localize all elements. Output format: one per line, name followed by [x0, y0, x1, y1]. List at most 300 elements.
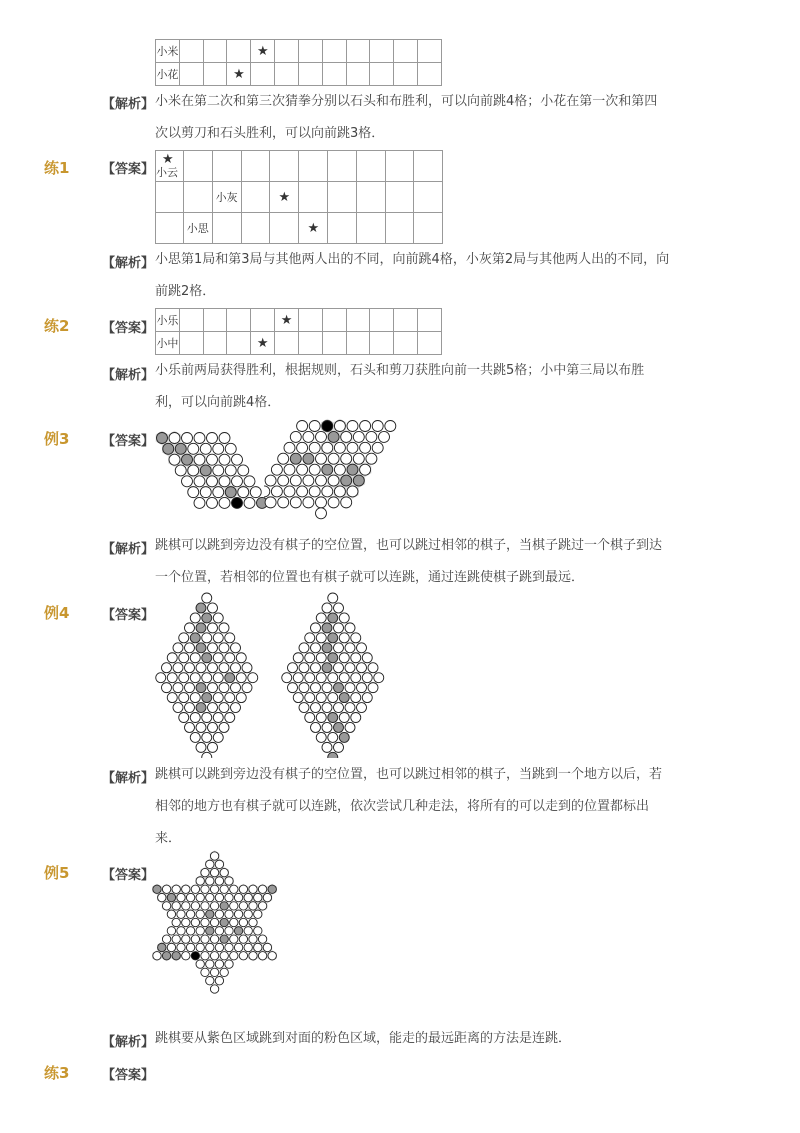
lian1-cell [183, 151, 212, 182]
board-hole [249, 918, 257, 926]
board-hole [219, 623, 229, 633]
board-hole [254, 943, 262, 951]
board-hole [311, 643, 321, 653]
board-hole [368, 663, 378, 673]
lian1-cell [156, 213, 184, 244]
board-grey-piece [334, 722, 344, 732]
board-hole [220, 968, 228, 976]
board-hole [232, 476, 243, 487]
lian1-cell [156, 182, 184, 213]
board-hole [208, 703, 218, 713]
board-hole [213, 653, 223, 663]
board-hole [238, 465, 249, 476]
board-grey-piece [353, 475, 364, 486]
board-hole [182, 433, 193, 444]
board-hole [254, 893, 262, 901]
board-hole [334, 486, 345, 497]
board-hole [328, 673, 338, 683]
section-lian3: 练3 [44, 1064, 70, 1082]
board-hole [297, 464, 308, 475]
board-hole [334, 421, 345, 432]
board-hole [345, 722, 355, 732]
board-hole [172, 885, 180, 893]
board-grey-piece [322, 623, 332, 633]
board-hole [190, 613, 200, 623]
board-hole [258, 935, 266, 943]
board-hole [185, 663, 195, 673]
board-hole [264, 486, 270, 497]
analysis-label-li5: 【解析】 [102, 1035, 155, 1050]
board-hole [225, 893, 233, 901]
analysis-label-lian1: 【解析】 [102, 256, 155, 271]
board-hole [196, 877, 204, 885]
board-hole [357, 703, 367, 713]
board-hole [239, 885, 247, 893]
board-hole [213, 613, 223, 623]
board-grey-piece [322, 643, 332, 653]
board-hole [190, 732, 200, 742]
top-cell [179, 63, 203, 86]
board-hole [177, 943, 185, 951]
board-hole [360, 464, 371, 475]
board-hole [322, 442, 333, 453]
board-hole [153, 952, 161, 960]
board-grey-piece [167, 893, 175, 901]
board-hole [372, 442, 383, 453]
analysis-text-lian1 [155, 244, 715, 308]
board-hole [208, 623, 218, 633]
analysis-lian1-line1: 小思第1局和第3局与其他两人出的不同，向前跳4格，小灰第2局与其他两人出的不同，向 [155, 252, 670, 267]
board-hole [215, 927, 223, 935]
board-hole [186, 893, 194, 901]
board-hole [328, 732, 338, 742]
top-cell [322, 63, 346, 86]
board-hole [191, 885, 199, 893]
board-hole [185, 703, 195, 713]
board-hole [297, 442, 308, 453]
board-hole [379, 431, 390, 442]
board-grey-piece [328, 752, 338, 758]
board-hole [345, 663, 355, 673]
board-grey-piece [328, 653, 338, 663]
board-hole [188, 487, 199, 498]
board-grey-piece [328, 713, 338, 723]
lian2-cell [322, 332, 346, 355]
top-cell [203, 40, 227, 63]
top-star-cell: ★ [251, 40, 275, 63]
lian2-cell [227, 332, 251, 355]
board-hole [208, 643, 218, 653]
lian1-cell [356, 182, 385, 213]
li4-board-left [152, 592, 268, 758]
board-hole [215, 943, 223, 951]
board-hole [219, 683, 229, 693]
board-hole [231, 663, 241, 673]
board-hole [191, 918, 199, 926]
li3-board-right [264, 416, 436, 532]
board-hole [182, 952, 190, 960]
lian1-cell [212, 151, 241, 182]
lian1-cell [156, 151, 184, 182]
board-hole [220, 885, 228, 893]
board-hole [250, 487, 261, 498]
board-hole [236, 693, 246, 703]
board-hole [173, 683, 183, 693]
board-grey-piece [206, 927, 214, 935]
top-cell [346, 63, 370, 86]
board-hole [225, 877, 233, 885]
lian1-cell [356, 213, 385, 244]
board-hole [219, 433, 230, 444]
board-hole [173, 663, 183, 673]
board-hole [309, 442, 320, 453]
board-hole [207, 476, 218, 487]
lian2-cell [394, 309, 418, 332]
board-hole [385, 421, 396, 432]
lian1-star-cell: ★ [299, 213, 328, 244]
board-hole [182, 902, 190, 910]
board-hole [196, 927, 204, 935]
board-hole [207, 454, 218, 465]
board-hole [190, 713, 200, 723]
top-cell [203, 63, 227, 86]
board-grey-piece [157, 433, 168, 444]
board-hole [303, 431, 314, 442]
board-hole [182, 476, 193, 487]
board-hole [263, 943, 271, 951]
board-hole [234, 943, 242, 951]
lian2-cell [299, 309, 323, 332]
board-hole [213, 673, 223, 683]
board-hole [231, 703, 241, 713]
board-hole [206, 960, 214, 968]
board-hole [249, 885, 257, 893]
top-cell [299, 63, 323, 86]
analysis-text-li3 [155, 530, 715, 594]
board-hole [213, 713, 223, 723]
board-hole [345, 703, 355, 713]
board-hole [293, 653, 303, 663]
top-cell [346, 40, 370, 63]
lian1-cell [299, 151, 328, 182]
board-hole [201, 968, 209, 976]
board-hole [366, 431, 377, 442]
board-grey-piece [196, 643, 206, 653]
board-hole [208, 663, 218, 673]
board-hole [316, 633, 326, 643]
lian1-row [156, 151, 443, 182]
board-hole [213, 732, 223, 742]
analysis-li3-line2: 一个位置，若相邻的位置也有棋子就可以连跳，通过连跳使棋子跳到最远． [155, 570, 585, 585]
board-hole [322, 703, 332, 713]
lian1-cell [328, 213, 357, 244]
board-hole [244, 910, 252, 918]
top-cell [227, 40, 251, 63]
board-hole [213, 443, 224, 454]
lian1-row [156, 213, 443, 244]
board-hole [351, 633, 361, 643]
board-hole [360, 421, 371, 432]
lian2-name-cell: 小中 [156, 332, 180, 355]
board-hole [311, 683, 321, 693]
section-li4: 例4 [44, 604, 70, 622]
analysis-label-li3: 【解析】 [102, 542, 155, 557]
board-hole [341, 431, 352, 442]
lian2-cell [179, 332, 203, 355]
board-hole [167, 653, 177, 663]
board-hole [202, 633, 212, 643]
board-hole [288, 683, 298, 693]
analysis-label-lian2: 【解析】 [102, 368, 155, 383]
board-hole [290, 497, 301, 508]
board-hole [186, 943, 194, 951]
analysis-1-line2: 次以剪刀和石头胜利，可以向前跳3格． [155, 126, 385, 141]
lian2-star-cell: ★ [275, 309, 299, 332]
board-hole [167, 927, 175, 935]
analysis-li4-line2: 相邻的地方也有棋子就可以连跳，依次尝试几种走法，将所有的可以走到的位置都标出 [155, 799, 650, 814]
board-hole [339, 613, 349, 623]
board-hole [316, 693, 326, 703]
board-hole [236, 653, 246, 663]
lian2-row [156, 332, 442, 355]
lian1-cell [356, 151, 385, 182]
board-hole [162, 935, 170, 943]
board-hole [347, 486, 358, 497]
board-hole [249, 902, 257, 910]
board-hole [316, 613, 326, 623]
board-hole [200, 487, 211, 498]
board-grey-piece [290, 453, 301, 464]
board-hole [357, 663, 367, 673]
lian1-name-cell: 小思 [183, 213, 212, 244]
board-hole [299, 683, 309, 693]
board-hole [244, 943, 252, 951]
lian1-cell [385, 213, 414, 244]
board-hole [194, 497, 205, 508]
board-hole [202, 752, 212, 758]
board-hole [210, 902, 218, 910]
section-li3: 例3 [44, 430, 70, 448]
board-hole [309, 421, 320, 432]
lian1-cell [270, 151, 299, 182]
board-hole [366, 453, 377, 464]
lian2-row [156, 309, 442, 332]
board-grey-piece [322, 464, 333, 475]
board-hole [271, 486, 282, 497]
analysis-text-1 [155, 86, 715, 150]
board-hole [196, 893, 204, 901]
board-hole [316, 508, 327, 519]
top-cell [251, 63, 275, 86]
board-hole [316, 497, 327, 508]
board-hole [231, 683, 241, 693]
board-hole [215, 877, 223, 885]
lian2-cell [179, 309, 203, 332]
board-hole [207, 497, 218, 508]
board-hole [210, 968, 218, 976]
board-grey-piece [322, 663, 332, 673]
board-grey-piece [163, 443, 174, 454]
board-hole [206, 860, 214, 868]
board-hole [258, 902, 266, 910]
board-hole [353, 453, 364, 464]
board-hole [225, 960, 233, 968]
board-hole [210, 852, 218, 860]
board-grey-piece [334, 683, 344, 693]
section-li5: 例5 [44, 864, 70, 882]
lian1-cell [385, 182, 414, 213]
board-hole [254, 927, 262, 935]
board-hole [339, 633, 349, 643]
board-hole [208, 722, 218, 732]
board-hole [201, 935, 209, 943]
lian1-cell [328, 182, 357, 213]
board-hole [215, 977, 223, 985]
board-hole [265, 475, 276, 486]
board-hole [293, 693, 303, 703]
board-hole [167, 943, 175, 951]
board-hole [194, 476, 205, 487]
board-hole [179, 633, 189, 643]
board-grey-piece [196, 683, 206, 693]
board-hole [278, 453, 289, 464]
board-hole [305, 693, 315, 703]
board-hole [158, 893, 166, 901]
board-hole [225, 713, 235, 723]
board-hole [219, 476, 230, 487]
board-hole [213, 487, 224, 498]
board-grey-piece [225, 673, 235, 683]
top-cell [275, 40, 299, 63]
board-hole [230, 952, 238, 960]
answer-label-lian3: 【答案】 [102, 1068, 155, 1083]
lian1-star-cell: ★ [270, 182, 299, 213]
board-hole [175, 465, 186, 476]
board-hole [239, 902, 247, 910]
board-hole [339, 713, 349, 723]
lian2-cell [394, 332, 418, 355]
board-hole [186, 927, 194, 935]
board-hole [177, 910, 185, 918]
board-hole [196, 722, 206, 732]
lian1-cell [328, 151, 357, 182]
analysis-text-li5 [155, 1023, 715, 1055]
board-grey-piece [328, 633, 338, 643]
top-name-cell: 小花 [156, 63, 180, 86]
board-hole [353, 431, 364, 442]
board-grey-piece [153, 885, 161, 893]
board-hole [271, 464, 282, 475]
board-hole [213, 693, 223, 703]
board-hole [194, 433, 205, 444]
board-hole [322, 683, 332, 693]
board-hole [208, 742, 218, 752]
lian2-cell [370, 332, 394, 355]
board-hole [254, 910, 262, 918]
board-hole [299, 703, 309, 713]
answer-label-li5: 【答案】 [102, 868, 155, 883]
board-hole [234, 893, 242, 901]
board-grey-piece [182, 454, 193, 465]
board-grey-piece [268, 885, 276, 893]
board-hole [238, 487, 249, 498]
board-hole [244, 927, 252, 935]
board-hole [347, 421, 358, 432]
lian1-cell [414, 182, 443, 213]
analysis-label-1: 【解析】 [102, 97, 155, 112]
board-hole [244, 476, 255, 487]
lian1-name: 小云 [156, 166, 178, 179]
analysis-text-li4 [155, 759, 715, 855]
board-hole [206, 893, 214, 901]
board-hole [303, 475, 314, 486]
board-hole [190, 693, 200, 703]
board-hole [179, 693, 189, 703]
lian1-cell [183, 182, 212, 213]
board-hole [179, 713, 189, 723]
board-grey-piece [328, 613, 338, 623]
board-hole [309, 464, 320, 475]
board-hole [201, 902, 209, 910]
analysis-li5-line1: 跳棋要从紫色区域跳到对面的粉色区域，能走的最远距离的方法是连跳． [155, 1031, 572, 1046]
board-hole [196, 960, 204, 968]
board-hole [334, 623, 344, 633]
board-hole [357, 683, 367, 693]
board-hole [215, 860, 223, 868]
board-hole [284, 486, 295, 497]
board-hole [311, 703, 321, 713]
lian2-cell [227, 309, 251, 332]
board-hole [210, 885, 218, 893]
analysis-1-line1: 小米在第二次和第三次猜拳分别以石头和布胜利，可以向前跳4格；小花在第一次和第四 [155, 94, 658, 109]
board-hole [185, 623, 195, 633]
board-hole [225, 633, 235, 643]
lian1-star: ★ [162, 152, 174, 167]
board-hole [351, 713, 361, 723]
board-hole [360, 442, 371, 453]
top-cell [322, 40, 346, 63]
board-hole [186, 910, 194, 918]
board-grey-piece [202, 693, 212, 703]
board-hole [316, 653, 326, 663]
board-hole [303, 497, 314, 508]
board-hole [156, 673, 166, 683]
board-hole [206, 977, 214, 985]
board-hole [196, 663, 206, 673]
board-grey-piece [202, 613, 212, 623]
board-hole [219, 643, 229, 653]
board-hole [311, 722, 321, 732]
lian1-cell [241, 151, 270, 182]
board-hole [297, 421, 308, 432]
board-hole [334, 603, 344, 613]
board-hole [210, 918, 218, 926]
board-hole [230, 918, 238, 926]
board-hole [288, 663, 298, 673]
board-hole [311, 623, 321, 633]
board-hole [230, 885, 238, 893]
board-hole [219, 722, 229, 732]
board-hole [177, 893, 185, 901]
top-row [156, 63, 442, 86]
board-grey-piece [220, 902, 228, 910]
board-hole [215, 960, 223, 968]
board-hole [201, 918, 209, 926]
board-hole [334, 442, 345, 453]
board-grey-piece [341, 475, 352, 486]
lian2-cell [251, 309, 275, 332]
board-hole [202, 593, 212, 603]
